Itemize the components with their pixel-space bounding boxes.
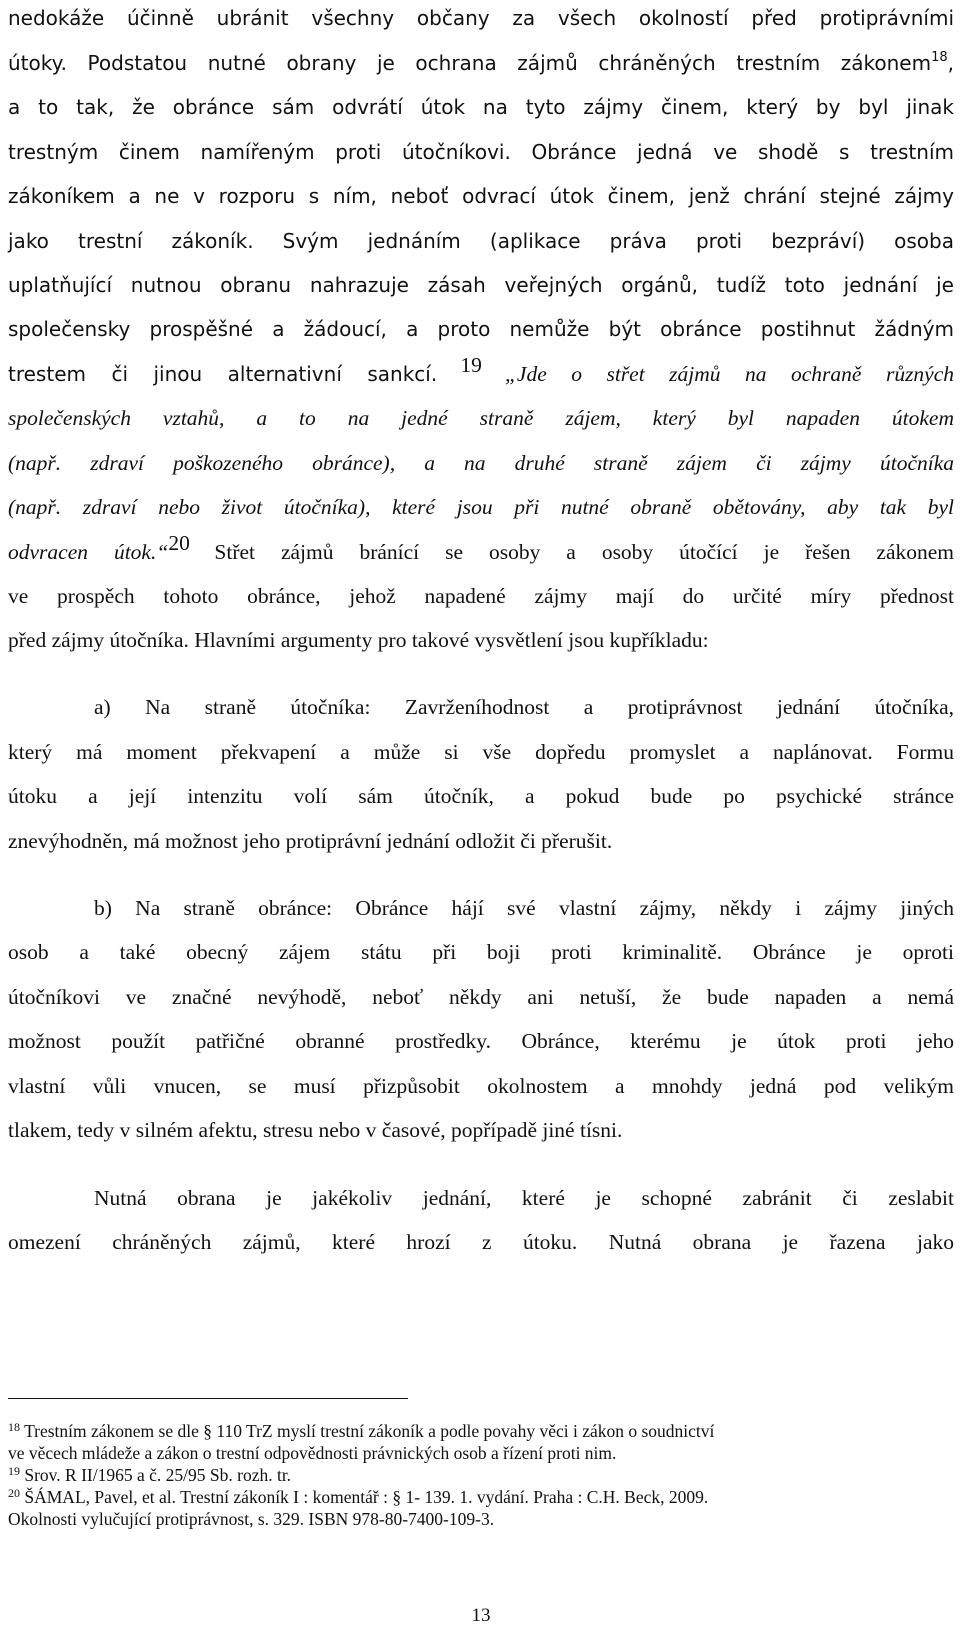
- body-line: společensky prospěšné a žádoucí, a proto nemůže být obránce postihnut žádným: [8, 317, 954, 341]
- paragraph-line: Nutná obrana je jakékoliv jednání, které je schopné zabránit či zeslabit: [94, 1186, 954, 1210]
- body-line: trestem či jinou alternativní sankcí. $^{19}$ „Jde o střet zájmů na ochraně různých: [8, 353, 955, 386]
- footnote-separator: [8, 1398, 408, 1399]
- body-line: omezení chráněných zájmů, které hrozí z útoku. Nutná obrana je řazena jako: [8, 1230, 954, 1254]
- body-line: tlakem, tedy v silném afektu, stresu nebo v časové, popřípadě jiné tísni.: [8, 1118, 623, 1142]
- body-line: útoku a její intenzitu volí sám útočník, a pokud bude po psychické stránce: [8, 784, 954, 808]
- list-item-b: b) Na straně obránce: Obránce hájí své vlastní zájmy, někdy i zájmy jiných: [94, 896, 954, 920]
- footnote-ref-19: 19: [460, 353, 482, 377]
- body-line: uplatňující nutnou obranu nahrazuje zásah veřejných orgánů, tudíž toto jednání je: [8, 273, 954, 297]
- body-line: ve prospěch tohoto obránce, jehož napadené zájmy mají do určité míry přednost: [8, 584, 954, 608]
- body-line: trestným činem namířeným proti útočníkovi. Obránce jedná ve shodě s trestním: [8, 140, 954, 164]
- quotation-line: (např. zdraví poškozeného obránce), a na druhé straně zájem či zájmy útočníka: [8, 451, 954, 475]
- body-line: jako trestní zákoník. Svým jednáním (aplikace práva proti bezpráví) osoba: [8, 229, 954, 253]
- quotation-line: společenských vztahů, a to na jedné straně zájem, který byl napaden útokem: [8, 406, 954, 430]
- body-line: zákoníkem a ne v rozporu s ním, neboť odvrací útok činem, jenž chrání stejné zájmy: [8, 184, 954, 208]
- body-line: a to tak, že obránce sám odvrátí útok na tyto zájmy činem, který by byl jinak: [8, 95, 954, 119]
- footnote-18-cont: ve věcech mládeže a zákon o trestní odpovědnosti právnických osob a řízení proti nim.: [8, 1443, 617, 1463]
- body-line: vlastní vůli vnucen, se musí přizpůsobit okolnostem a mnohdy jedná pod velikým: [8, 1074, 954, 1098]
- footnote-20: $^{20}$ ŠÁMAL, Pavel, et al. Trestní zákoník I : komentář : § 1- 139. 1. vydání. Praha : C.H. Beck, 2009.: [8, 1486, 709, 1507]
- body-line: odvracen útok.“$^{20}$ Střet zájmů bránící se osoby a osoby útočící je řešen zákonem: [8, 531, 955, 564]
- body-line: znevýhodněn, má možnost jeho protiprávní jednání odložit či přerušit.: [8, 829, 613, 853]
- body-line: který má moment překvapení a může si vše dopředu promyslet a naplánovat. Formu: [8, 740, 954, 764]
- body-line: nedokáže účinně ubránit všechny občany za všech okolností před protiprávními: [8, 6, 954, 30]
- body-line: možnost použít patřičné obranné prostředky. Obránce, kterému je útok proti jeho: [8, 1029, 954, 1053]
- quotation: „Jde o střet zájmů na ochraně různých: [504, 362, 955, 386]
- list-item-a: a) Na straně útočníka: Zavrženíhodnost a protiprávnost jednání útočníka,: [94, 695, 954, 719]
- footnote-ref-20: 20: [168, 531, 190, 555]
- footnote-18: $^{18}$ Trestním zákonem se dle § 110 TrZ myslí trestní zákoník a podle povahy věci i zákon o soudnictví: [8, 1420, 715, 1441]
- footnote-ref-18: 18: [931, 50, 948, 65]
- quotation-line: (např. zdraví nebo život útočníka), které jsou při nutné obraně obětovány, aby tak byl: [8, 495, 954, 519]
- body-line: před zájmy útočníka. Hlavními argumenty pro takové vysvětlení jsou kupříkladu:: [8, 628, 709, 652]
- body-line: osob a také obecný zájem státu při boji proti kriminalitě. Obránce je oproti: [8, 940, 954, 964]
- body-line: útočníkovi ve značné nevýhodě, neboť někdy ani netuší, že bude napaden a nemá: [8, 985, 954, 1009]
- page-number: 13: [471, 1605, 491, 1626]
- body-line: útoky. Podstatou nutné obrany je ochrana zájmů chráněných trestním zákonem$^{18}$,: [8, 50, 954, 75]
- footnote-20-cont: Okolnosti vylučující protiprávnost, s. 329. ISBN 978-80-7400-109-3.: [8, 1509, 495, 1529]
- footnote-19: $^{19}$ Srov. R II/1965 a č. 25/95 Sb. rozh. tr.: [8, 1464, 292, 1485]
